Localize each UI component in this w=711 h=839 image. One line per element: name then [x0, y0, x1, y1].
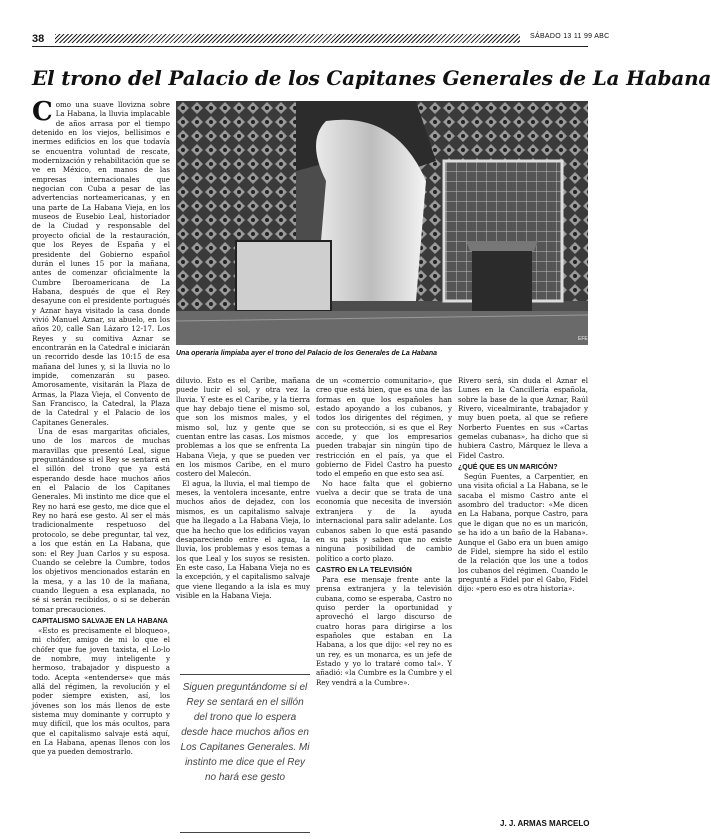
- byline-signature: J. J. ARMAS MARCELO: [500, 819, 590, 828]
- section-hatch-bar: [55, 34, 520, 43]
- subheading: CASTRO EN LA TELEVISIÓN: [316, 566, 412, 574]
- paragraph: El agua, la lluvia, el mal tiempo de meses, la ventolera incesante, entre muchos años de dejadez, con los mismos, es un capitalismo salvaje que ha llegado a La Habana Vieja, lo que ha hecho que los edificios vayan desapareciendo entre el agua, la lluvia, los problemas y esos temas a los que Leal y los suyos se resisten. En este caso, La Habana Vieja no es la excepción, y el capitalismo salvaje que viene llegando a la isla es muy visible en la Habana Vieja.: [176, 478, 310, 600]
- subheading: ¿QUÉ QUE ES UN MARICÓN?: [458, 464, 558, 472]
- paragraph: Una de esas margaritas oficiales, uno de los marcos de muchas maravillas que presentó Leal, sigue preguntándose si el Rey se sentará en el sillón del trono que ya está esperando desde hace muchos años en el Palacio de los Capitanes Generales. Mi instinto me dice que el Rey no hará ese gesto, me dice que el Rey no hará ese gesto. Al ser el más tradicionalmente respetuoso del protocolo, se debe preguntar, tal vez, a los que están en La Habana, que son: el Rey Juan Carlos y su esposa. Cuando se celebre la Cumbre, todos los objetivos mencionados estarán en la mesa, y a las 10 de la mañana, cuando lleguen a esa explanada, no sé si serán recibidos, o si se deberán tomar precauciones.: [32, 427, 170, 614]
- dateline: SÁBADO 13 11 99 ABC: [530, 33, 610, 40]
- pullquote-rule-top: [180, 674, 310, 675]
- column-4: [458, 376, 588, 594]
- header-rule: [32, 46, 588, 47]
- column-2: [176, 376, 310, 600]
- pullquote-rule-bottom: [180, 832, 310, 833]
- page-number: 38: [32, 33, 45, 45]
- article-photo: [176, 101, 588, 345]
- column-1: [32, 97, 170, 757]
- photo-icon: [176, 101, 588, 345]
- paragraph: diluvio. Esto es el Caribe, mañana puede lucir el sol, y otra vez la lluvia. Y este es el Caribe, y la tierra que hay debajo tiene el mismo sol, que son los mismos males, y el mismo sol, luz y gente que se cuentan entre las casas. Los mismos problemas a los que se enfrenta La Habana Vieja, y que se pueden ver en los mismos Caribe, en el muro costero del Malecón.: [176, 376, 310, 479]
- paragraph: Según Fuentes, a Carpentier, en una visita oficial a La Habana, se le sacaba el mismo Castro ante el asombro del traductor: «Me dicen en La Habana, porque Castro, para que le digan que no es un maricón, se ha ido a un baño de la Habana». Aunque el Gabo era un buen amigo de Fidel, siempre ha sido el estilo de la relación que los une a todos los cubanos del régimen. Cuando le pregunté a Fidel por el Gabo, Fidel dijo: «pero eso es otra historia».: [458, 472, 588, 594]
- subheading: CAPITALISMO SALVAJE EN LA HABANA: [32, 617, 168, 625]
- paragraph: «Esto es precisamente el bloqueo», mi chófer, amigo de mi lo que el chófer que fue joven taxista, el Lo-lo de nombre, muy inteligente y hermoso, trabajador y dispuesto a todo. Acepta «entenderse» que más allá del régimen, la revolución y el poder siempre existen, así, los jóvenes son los más llenos de este sistema muy dominante y corrupto y muy difícil, que los más ocultos, para que el capitalismo salvaje está aquí, en La Habana, apenas llenos con los que ya pueden demostrarlo.: [32, 625, 170, 757]
- paragraph: de un «comercio comunitario», que creo que está bien, que es una de las formas en que los españoles han estado apoyando a los cubanos, y todos los dirigentes del régimen, y con su protección, si es que el Rey accede, y que los empresarios pueden trabajar sin ningún tipo de restricción en el país, ya que el gobierno de Fidel Castro ha puesto todo el empeño en que esto sea así.: [316, 376, 452, 479]
- pullquote: Siguen preguntándome si el Rey se sentará en el sillón del trono que lo espera desde hace muchos años en Los Capitanes Generales. Mi instinto me dice que el Rey no hará ese gesto: [180, 682, 310, 783]
- paragraph: Rivero será, sin duda el Aznar el Lunes en la Cancillería española, sobre la base de la que Aznar, Raúl Rivero, vicealmirante, trabajador y muy buen poeta, al que se refiere Norberto Fuentes en sus «Cartas gemelas cubanas», ha dicho que si hubiera Castro, Márquez le lleva a Fidel Castro.: [458, 376, 588, 460]
- drop-cap: C: [32, 97, 53, 127]
- photo-caption: Una operaria limpiaba ayer el trono del Palacio de los Generales de La Habana: [176, 350, 438, 357]
- column-3: [316, 376, 452, 687]
- paragraph: No hace falta que el gobierno vuelva a decir que se trata de una economía que necesita de inversión extranjera y de la ayuda internacional para salir adelante. Los cubanos saben lo que está pasando en su país y saben que no existe ninguna posibilidad de cambio político a corto plazo.: [316, 478, 452, 563]
- paragraph: omo una suave llovizna sobre La Habana, la lluvia implacable de años arrasa por el tiempo detenido en los viejos, bellísimos e inermes edificios en los que todavía se encuentra voluntad de rescate, modernización y rehabilitación que se ve en México, en manos de las empresas internacionales que negocian con Cuba a pesar de las advertencias norteamericanas, y en una parte de La Habana Vieja, en los museos de Eusebio Leal, historiador de la Ciudad y responsable del proyecto oficial de la restauración, que los Reyes de España y el presidente del Gobierno español durán el lunes 15 por la mañana, antes de comenzar oficialmente la Cumbre Iberoamericana de La Habana, después de que el Rey desayune con el presidente portugués y Aznar haya visitado la casa donde vivió Manuel Aznar, su abuelo, en los años 20, calle San Lázaro 12-17. Los Reyes y su comitiva Aznar se encontrarán en la Catedral e iniciarán un recorrido desde las 10:15 de esa mañana del lunes y, si la lluvia no lo impide, comenzarán su paseo. Amorosamente, visitarán la Plaza de Armas, la Plaza Vieja, el Convento de San Francisco, la Catedral, la Plaza de la Catedral y el Palacio de los Capitanes Generales.: [32, 100, 170, 427]
- photo-credit: EFE: [578, 336, 588, 342]
- article-headline: El trono del Palacio de los Capitanes Generales de La Habana: [32, 66, 711, 90]
- paragraph: Para ese mensaje frente ante la prensa extranjera y la televisión cubana, como se esperaba, Castro no quiso perder la oportunidad y aprovechó el largo discurso de cuatro horas para dirigirse a los españoles que estaban en La Habana, a los que dijo: «el rey no es un rey, es un monarca, es un jefe de Estado y yo lo trataré como tal». Y añadió: «la Cumbre es la Cumbre y el Rey vendrá a la Cumbre».: [316, 574, 452, 687]
